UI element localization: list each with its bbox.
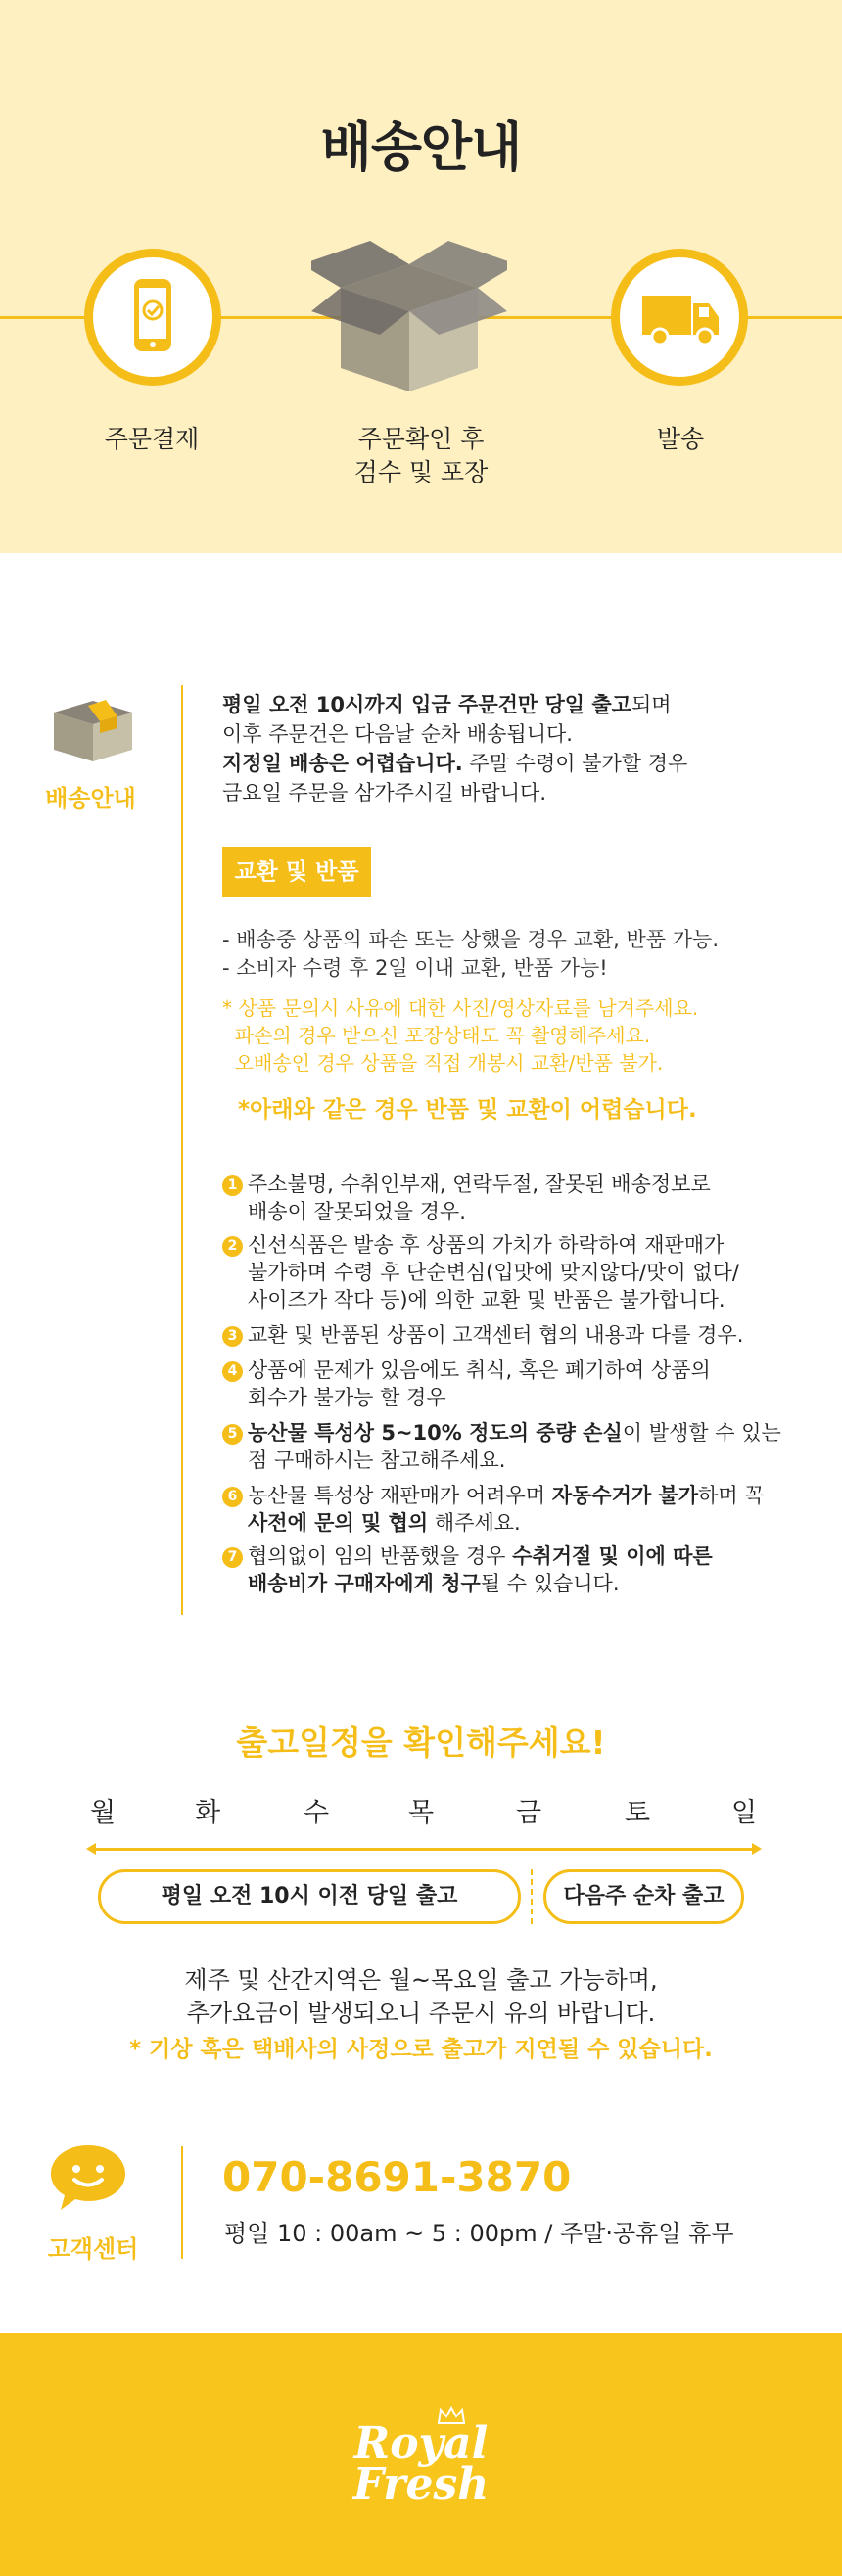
schedule-timeline (90, 1848, 752, 1851)
list-item-2-cont-2: 사이즈가 작다 등)에 의한 교환 및 반품은 불가합니다. (248, 1288, 725, 1311)
note-line-2: 파손의 경우 받으신 포장상태도 꼭 촬영해주세요. (222, 1024, 651, 1047)
policy-line-2: - 소비자 수령 후 2일 이내 교환, 반품 가능! (222, 956, 608, 980)
policy-line-1: - 배송중 상품의 파손 또는 상했을 경우 교환, 반품 가능. (222, 928, 720, 951)
smartphone-check-icon (84, 249, 221, 386)
intro-line-2: 이후 주문건은 다음날 순차 배송됩니다. (222, 722, 573, 746)
day-thu: 목 (407, 1798, 435, 1828)
day-wed: 수 (303, 1798, 330, 1828)
small-box-icon (49, 695, 137, 763)
list-item-4: 4 상품에 문제가 있음에도 취식, 혹은 폐기하여 상품의 (222, 1357, 810, 1384)
intro-line-4: 금요일 주문을 삼가주시길 바랍니다. (222, 781, 546, 805)
day-sat: 토 (624, 1798, 651, 1828)
step-label-check-line1: 주문확인 후 (357, 425, 485, 453)
step-label-payment: 주문결제 (104, 425, 200, 453)
list-item-7-cont: 배송비가 구매자에게 청구될 수 있습니다. (248, 1572, 620, 1595)
schedule-delay-note: * 기상 혹은 택배사의 사정으로 출고가 지연될 수 있습니다. (129, 2037, 713, 2062)
list-item-7: 7 협의없이 임의 반품했을 경우 수취거절 및 이에 따른 (222, 1542, 810, 1570)
list-item-3: 3 교환 및 반품된 상품이 고객센터 협의 내용과 다를 경우. (222, 1321, 810, 1349)
list-item-2: 2 신선식품은 발송 후 상품의 가치가 하락하여 재판매가 (222, 1231, 810, 1259)
exchange-return-badge: 교환 및 반품 (222, 847, 371, 897)
step-order-payment-circle (84, 249, 221, 386)
step-label-ship: 발송 (656, 425, 705, 453)
delivery-section-label: 배송안내 (45, 785, 136, 812)
timeline-arrow-left-icon (86, 1843, 96, 1855)
schedule-text-1: 제주 및 산간지역은 월~목요일 출고 가능하며, (184, 1966, 658, 1994)
footer (0, 2333, 842, 2576)
note-line-3: 오배송인 경우 상품을 직접 개봉시 교환/반품 불가. (222, 1051, 664, 1075)
list-item-2-cont-1: 불가하며 수령 후 단순변심(입맛에 맞지않다/맛이 없다/ (248, 1261, 740, 1284)
list-item-5: 5 농산물 특성상 5~10% 정도의 중량 손실이 발생할 수 있는 (222, 1419, 810, 1447)
brand-logo: Royal Fresh (352, 2418, 490, 2509)
delivery-truck-icon (611, 249, 748, 386)
schedule-title: 출고일정을 확인해주세요! (236, 1724, 606, 1762)
cs-divider (181, 2146, 183, 2259)
customer-center-label: 고객센터 (47, 2235, 139, 2263)
hero-section (0, 0, 842, 553)
list-item-4-cont: 회수가 불가능 할 경우 (248, 1386, 446, 1409)
day-tue: 화 (194, 1798, 221, 1828)
day-fri: 금 (515, 1798, 542, 1828)
timeline-arrow-right-icon (752, 1843, 762, 1855)
business-hours: 평일 10 : 00am ~ 5 : 00pm / 주말·공휴일 휴무 (224, 2220, 734, 2247)
phone-number-link[interactable]: 070-8691-3870 (222, 2153, 572, 2201)
delivery-divider (181, 685, 183, 1615)
schedule-text-2: 추가요금이 발생되오니 주문시 유의 바랍니다. (186, 2000, 656, 2027)
list-item-5-cont: 점 구매하시는 참고해주세요. (248, 1449, 506, 1472)
chat-bubble-smile-icon (49, 2141, 127, 2214)
next-week-shipping-pill: 다음주 순차 출고 (543, 1869, 744, 1924)
same-day-shipping-pill: 평일 오전 10시 이전 당일 출고 (98, 1869, 521, 1924)
list-item-6-cont: 사전에 문의 및 협의 해주세요. (248, 1511, 521, 1535)
list-item-1: 1 주소불명, 수취인부재, 연락두절, 잘못된 배송정보로 (222, 1171, 810, 1198)
intro-line-3: 지정일 배송은 어렵습니다. 주말 수령이 불가할 경우 (222, 752, 688, 775)
schedule-dashed-divider (531, 1869, 533, 1924)
list-item-6: 6 농산물 특성상 재판매가 어려우며 자동수거가 불가하며 꼭 (222, 1482, 810, 1509)
note-line-1: * 상품 문의시 사유에 대한 사진/영상자료를 남겨주세요. (222, 996, 699, 1020)
day-mon: 월 (89, 1798, 117, 1828)
intro-line-1: 평일 오전 10시까지 입금 주문건만 당일 출고되며 (222, 693, 672, 716)
list-item-1-cont: 배송이 잘못되었을 경우. (248, 1200, 466, 1223)
step-ship-circle (611, 249, 748, 386)
day-sun: 일 (730, 1798, 758, 1828)
page-title: 배송안내 (320, 116, 522, 178)
step-label-check-line2: 검수 및 포장 (353, 458, 489, 486)
return-warning: *아래와 같은 경우 반품 및 교환이 어렵습니다. (238, 1097, 697, 1123)
box-icon (311, 231, 507, 395)
